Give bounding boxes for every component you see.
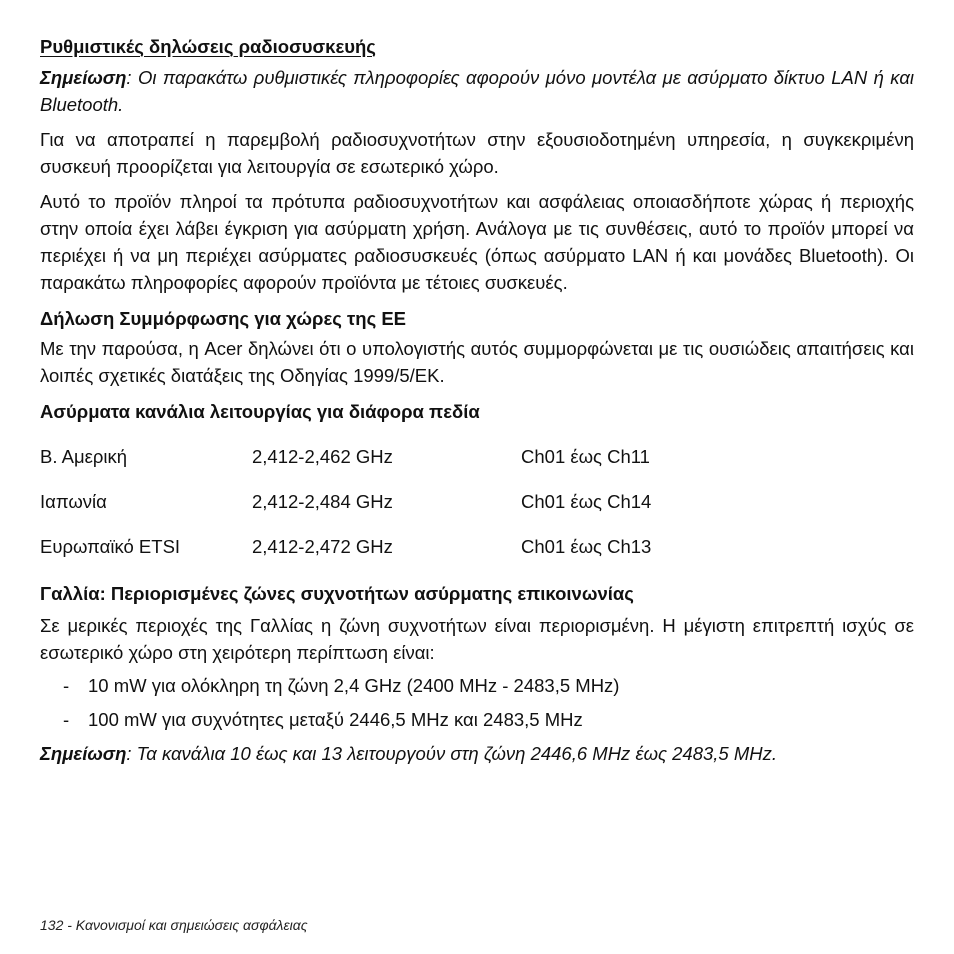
- paragraph-acer-declaration: Με την παρούσα, η Acer δηλώνει ότι ο υπολογιστής αυτός συμμορφώνεται με τις ουσιώδεις απαιτήσεις και λοιπές σχετικές διατάξεις της Οδηγίας 1999/5/ΕΚ.: [40, 338, 914, 386]
- table-row: [40, 524, 821, 569]
- region-cell: Ευρωπαϊκό ETSI: [40, 535, 181, 557]
- note-label: Σημείωση: [40, 743, 127, 764]
- paragraph-standards: Αυτό το προϊόν πληροί τα πρότυπα ραδιοσυχνοτήτων και ασφάλειας οποιασδήποτε χώρας ή περιοχής στην οποία έχει λάβει έγκριση για ασύρματη χρήση. Ανάλογα με τις συνθέσεις, αυτό το προϊόν μπορεί να περιέχει ή να μη περιέχει ασύρματες ραδιοσυσκευές (όπως ασύρματο LAN ή και μονάδες Bluetooth). Οι παρακάτω πληροφορίες αφορούν προϊόντα με τέτοιες συσκευές.: [40, 191, 914, 293]
- heading-radio-regulatory: Ρυθμιστικές δηλώσεις ραδιοσυσκευής: [40, 36, 376, 57]
- list-item: [40, 669, 914, 703]
- list-item-text: 10 mW για ολόκληρη τη ζώνη 2,4 GHz (2400 MHz - 2483,5 MHz): [88, 675, 620, 696]
- note-text: : Τα κανάλια 10 έως και 13 λειτουργούν στη ζώνη 2446,6 MHz έως 2483,5 MHz.: [126, 743, 778, 764]
- note-wireless-models: [40, 64, 914, 118]
- region-cell: Β. Αμερική: [40, 445, 128, 467]
- power-limits-list: [40, 669, 914, 737]
- paragraph-france: Σε μερικές περιοχές της Γαλλίας η ζώνη συχνοτήτων είναι περιορισμένη. Η μέγιστη επιτρεπτή ισχύς σε εσωτερικό χώρο στη χειρότερη περίπτωση είναι:: [40, 615, 914, 663]
- frequency-cell: 2,412-2,484 GHz: [252, 490, 393, 512]
- channel-range-cell: Ch01 έως Ch14: [521, 490, 652, 512]
- dash-bullet: -: [63, 709, 70, 730]
- note-text: : Οι παρακάτω ρυθμιστικές πληροφορίες αφορούν μόνο μοντέλα με ασύρματο δίκτυο LAN ή και Bluetooth.: [40, 67, 914, 115]
- paragraph-interference: Για να αποτραπεί η παρεμβολή ραδιοσυχνοτήτων στην εξουσιοδοτημένη υπηρεσία, η συγκεκριμένη συσκευή προορίζεται για λειτουργία σε εσωτερικό χώρο.: [40, 129, 914, 177]
- dash-bullet: -: [63, 675, 70, 696]
- note-label: Σημείωση: [40, 67, 127, 88]
- heading-wireless-channels: Ασύρματα κανάλια λειτουργίας για διάφορα πεδία: [40, 401, 480, 422]
- table-row: [40, 434, 821, 479]
- page-footer: 132 - Κανονισμοί και σημειώσεις ασφάλειας: [40, 917, 308, 933]
- document-page: [40, 34, 914, 767]
- channels-table: [40, 434, 821, 569]
- frequency-cell: 2,412-2,472 GHz: [252, 535, 393, 557]
- list-item: [40, 703, 914, 737]
- region-cell: Ιαπωνία: [40, 490, 107, 512]
- heading-france-restrictions: Γαλλία: Περιορισμένες ζώνες συχνοτήτων ασύρματης επικοινωνίας: [40, 583, 634, 604]
- note-channels-france: [40, 740, 914, 767]
- channel-range-cell: Ch01 έως Ch13: [521, 535, 652, 557]
- channel-range-cell: Ch01 έως Ch11: [521, 445, 650, 467]
- frequency-cell: 2,412-2,462 GHz: [252, 445, 393, 467]
- list-item-text: 100 mW για συχνότητες μεταξύ 2446,5 MHz και 2483,5 MHz: [88, 709, 583, 730]
- table-row: [40, 479, 821, 524]
- heading-eu-compliance: Δήλωση Συμμόρφωσης για χώρες της ΕΕ: [40, 308, 407, 329]
